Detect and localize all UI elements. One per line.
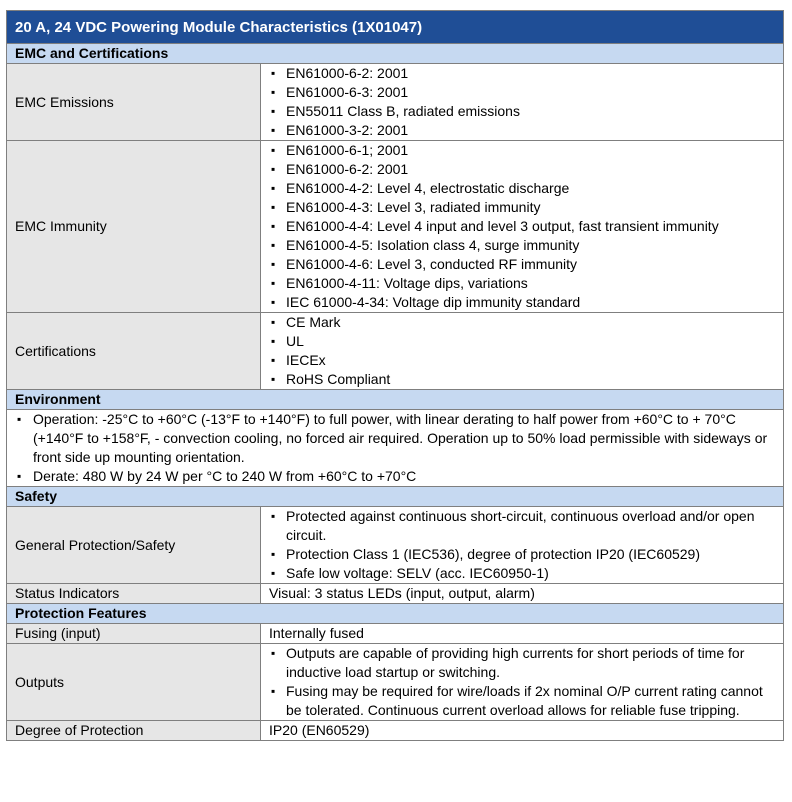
row-label-status-indicators: Status Indicators [7,584,261,604]
row-label-general-protection: General Protection/Safety [7,507,261,584]
list-item: ▪ EN61000-3-2: 2001 [269,121,777,140]
list-item: ▪ EN61000-4-2: Level 4, electrostatic discharge [269,179,777,198]
row-label-emc-emissions: EMC Emissions [7,64,261,141]
row-value-fusing: Internally fused [261,624,784,644]
row-value-outputs [261,644,784,721]
list-item: ▪ Derate: 480 W by 24 W per °C to 240 W from +60°C to +70°C [15,467,777,486]
list-item: ▪ EN61000-4-11: Voltage dips, variations [269,274,777,293]
list-item: ▪ Protected against continuous short-circuit, continuous overload and/or open circuit. [269,507,777,545]
row-value-emc-immunity [261,141,784,313]
environment-content [7,410,784,487]
immunity-list [269,141,777,312]
list-item: ▪ EN61000-4-4: Level 4 input and level 3 output, fast transient immunity [269,217,777,236]
row-value-status-indicators: Visual: 3 status LEDs (input, output, alarm) [261,584,784,604]
list-item: ▪ IEC 61000-4-34: Voltage dip immunity standard [269,293,777,312]
list-item: ▪ RoHS Compliant [269,370,777,389]
table-title: 20 A, 24 VDC Powering Module Characteristics (1X01047) [7,11,784,44]
list-item: ▪ Outputs are capable of providing high currents for short periods of time for inductive load startup or switching. [269,644,777,682]
list-item: ▪ Safe low voltage: SELV (acc. IEC60950-1) [269,564,777,583]
list-item: ▪ CE Mark [269,313,777,332]
spec-table [6,10,784,741]
list-item: ▪ EN61000-4-5: Isolation class 4, surge immunity [269,236,777,255]
outputs-list [269,644,777,720]
list-item: ▪ Protection Class 1 (IEC536), degree of protection IP20 (IEC60529) [269,545,777,564]
section-header-safety: Safety [7,487,784,507]
list-item: ▪ EN55011 Class B, radiated emissions [269,102,777,121]
row-label-fusing: Fusing (input) [7,624,261,644]
list-item: ▪ Operation: -25°C to +60°C (-13°F to +140°F) to full power, with linear derating to half power from +60°C to + 70°C (+140°F to +158°F, - convection cooling, no forced air required. Operation up to 50% load permissible with sideways or front side up mounting orientation. [15,410,777,467]
list-item: ▪ EN61000-6-2: 2001 [269,160,777,179]
list-item: ▪ EN61000-6-1; 2001 [269,141,777,160]
row-value-emc-emissions [261,64,784,141]
emissions-list [269,64,777,140]
list-item: ▪ EN61000-6-3: 2001 [269,83,777,102]
list-item: ▪ Fusing may be required for wire/loads if 2x nominal O/P current rating cannot be tolerated. Continuous current overload allows for reliable fuse tripping. [269,682,777,720]
row-label-emc-immunity: EMC Immunity [7,141,261,313]
row-value-general-protection [261,507,784,584]
section-header-protection: Protection Features [7,604,784,624]
environment-list [15,410,777,486]
list-item: ▪ EN61000-6-2: 2001 [269,64,777,83]
list-item: ▪ IECEx [269,351,777,370]
row-label-outputs: Outputs [7,644,261,721]
general-protection-list [269,507,777,583]
list-item: ▪ EN61000-4-3: Level 3, radiated immunity [269,198,777,217]
row-label-certifications: Certifications [7,313,261,390]
section-header-emc: EMC and Certifications [7,44,784,64]
list-item: ▪ EN61000-4-6: Level 3, conducted RF immunity [269,255,777,274]
certifications-list [269,313,777,389]
row-value-degree-of-protection: IP20 (EN60529) [261,721,784,741]
row-label-degree-of-protection: Degree of Protection [7,721,261,741]
list-item: ▪ UL [269,332,777,351]
section-header-environment: Environment [7,390,784,410]
row-value-certifications [261,313,784,390]
